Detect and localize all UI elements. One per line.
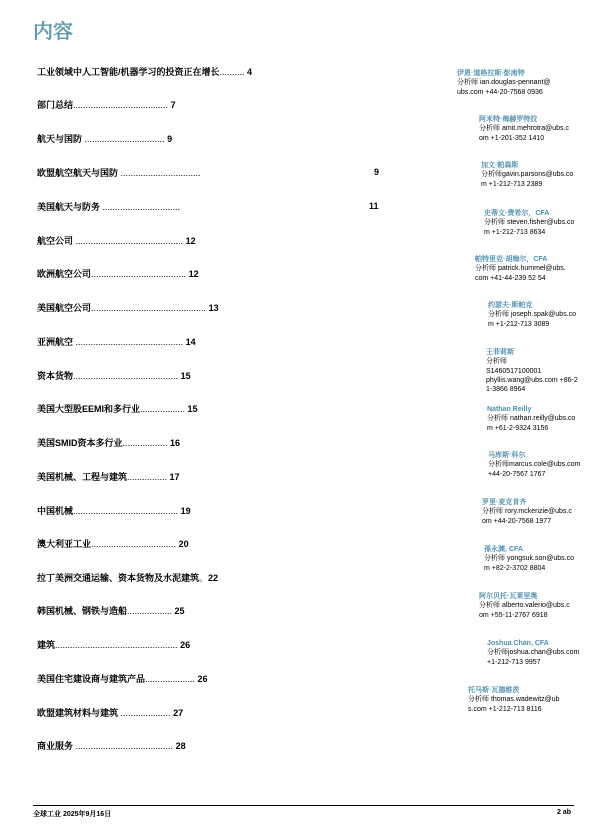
analyst-contact[interactable]: 分析师 yongsuk.son@ubs.co xyxy=(484,555,574,563)
toc-leader: .............................................. xyxy=(91,303,207,313)
toc-entry[interactable] xyxy=(37,201,180,213)
toc-entry[interactable] xyxy=(37,572,218,584)
toc-leader: ...................................... xyxy=(73,100,169,110)
footer-report-info: 全球工业 2025年9月16日 xyxy=(33,811,112,818)
toc-leader: 。 xyxy=(199,573,209,583)
analyst-card xyxy=(484,545,574,573)
analyst-name: 史蒂文·费希尔，CFA xyxy=(484,210,550,217)
analyst-name: 阿米特·梅赫罗特拉 xyxy=(479,116,538,123)
analyst-card xyxy=(488,451,580,479)
analyst-contact[interactable]: 分析师 joseph.spak@ubs.co xyxy=(488,311,577,319)
toc-page-number: 13 xyxy=(208,303,219,313)
analyst-card xyxy=(487,405,575,433)
analyst-contact[interactable]: 分析师 patrick.hummel@ubs. xyxy=(475,265,566,273)
toc-leader: .................. xyxy=(122,438,168,448)
analyst-contact[interactable]: m +61-2-9324 3156 xyxy=(487,424,549,432)
toc-entry-title: 欧洲航空公司 xyxy=(37,269,92,279)
analyst-name: 约瑟夫·斯帕克 xyxy=(488,302,533,309)
toc-entry-title: 美国航空公司 xyxy=(37,303,92,313)
toc-entry[interactable] xyxy=(37,403,198,415)
analyst-contact: S1460517100001 xyxy=(486,367,542,375)
toc-leader: .......................................... xyxy=(73,371,179,381)
analyst-contact[interactable]: om +1-201-352 1410 xyxy=(479,134,545,142)
toc-page-number: 19 xyxy=(180,506,191,516)
analyst-name: 罗里·麦克肯齐 xyxy=(482,499,527,506)
toc-entry[interactable] xyxy=(37,235,196,247)
toc-leader: ................................ xyxy=(120,168,201,178)
analyst-contact[interactable]: phyllis.wang@ubs.com +86-2 xyxy=(486,376,578,384)
analyst-contact[interactable]: 分析师 ian.douglas-pennant@ xyxy=(457,79,551,87)
analyst-contact[interactable]: +1-212-713 9957 xyxy=(487,658,541,666)
toc-entry[interactable] xyxy=(37,673,208,685)
toc-entry-title: 拉丁美洲交通运输、资本货物及水泥建筑 xyxy=(37,573,200,583)
toc-entry[interactable] xyxy=(37,336,196,348)
analyst-name: 王菲莉斯 xyxy=(486,349,514,356)
toc-entry-title: 建筑 xyxy=(37,640,56,650)
toc-page-number: 9 xyxy=(374,167,380,177)
analyst-card xyxy=(484,209,574,237)
analyst-contact[interactable]: 分析师 amit.mehrotra@ubs.c xyxy=(479,125,569,133)
toc-entry[interactable] xyxy=(37,707,183,719)
toc-entry-title: 美国SMID资本多行业 xyxy=(37,438,123,448)
analyst-name: Nathan Reilly xyxy=(487,406,532,413)
analyst-name: 阿尔贝托·瓦莱里奥 xyxy=(479,593,538,600)
analyst-card xyxy=(475,255,566,283)
analyst-card xyxy=(481,161,573,189)
analyst-contact[interactable]: om +44-20-7568 1977 xyxy=(482,517,552,525)
toc-leader: ........................................... xyxy=(75,337,184,347)
toc-entry-title: 航空公司 xyxy=(37,236,74,246)
toc-leader: .................... xyxy=(120,708,171,718)
toc-page-number: 27 xyxy=(173,708,184,718)
toc-entry[interactable] xyxy=(37,471,180,483)
toc-entry[interactable] xyxy=(37,437,180,449)
analyst-name: 加文·帕森斯 xyxy=(481,162,519,169)
toc-entry[interactable] xyxy=(37,505,191,517)
toc-page-number: 14 xyxy=(185,337,196,347)
toc-entry-title: 部门总结 xyxy=(37,100,74,110)
analyst-contact[interactable]: com +41-44-239 52 54 xyxy=(475,274,546,282)
toc-entry[interactable] xyxy=(37,99,176,111)
toc-page-number: 15 xyxy=(180,371,191,381)
toc-entry[interactable] xyxy=(37,66,252,78)
toc-leader: .......... xyxy=(219,67,245,77)
analyst-name: Joshua Chan, CFA xyxy=(487,640,549,647)
analyst-contact[interactable]: 分析师gavin.parsons@ubs.co xyxy=(481,171,574,179)
analyst-card xyxy=(479,592,570,620)
toc-page-number: 9 xyxy=(167,134,173,144)
analyst-contact[interactable]: 分析师joshua.chan@ubs.com xyxy=(487,649,580,657)
analyst-contact[interactable]: 分析师 steven.fisher@ubs.co xyxy=(484,219,575,227)
toc-page-number: 12 xyxy=(188,269,199,279)
analyst-name: 马库斯·科尔 xyxy=(488,452,526,459)
footer-divider xyxy=(33,805,574,806)
analyst-card xyxy=(486,348,578,394)
analyst-contact[interactable]: 1-3866 8964 xyxy=(486,386,526,394)
toc-page-number: 22 xyxy=(208,573,219,583)
toc-entry-title: 美国航天与防务 xyxy=(37,202,101,212)
toc-entry[interactable] xyxy=(37,370,191,382)
analyst-contact[interactable]: 分析师 alberto.valerio@ubs.c xyxy=(479,602,570,610)
analyst-card xyxy=(479,115,569,143)
analyst-card xyxy=(482,498,572,526)
toc-entry-title: 美国住宅建设商与建筑产品 xyxy=(37,674,146,684)
analyst-name: 托马斯·瓦德维茨 xyxy=(468,687,520,694)
analyst-card xyxy=(468,686,560,714)
analyst-contact: 分析师 xyxy=(486,358,507,366)
toc-entry-title: 欧盟航空航天与国防 xyxy=(37,168,119,178)
toc-page-number: 26 xyxy=(197,674,208,684)
toc-entry-title: 商业服务 xyxy=(37,741,74,751)
toc-entry[interactable] xyxy=(37,268,199,280)
page-title: 内容 xyxy=(33,21,73,43)
analyst-contact[interactable]: m +1-212-713 2389 xyxy=(481,180,543,188)
analyst-contact[interactable]: m +1-212-713 8634 xyxy=(484,228,546,236)
toc-leader: ................................ xyxy=(84,134,165,144)
toc-page-number: 11 xyxy=(369,201,379,211)
toc-leader: ........................................... xyxy=(75,236,184,246)
analyst-contact[interactable]: +44-20-7567 1767 xyxy=(488,470,546,478)
toc-page-number: 26 xyxy=(180,640,191,650)
toc-page-number: 4 xyxy=(247,67,253,77)
toc-leader: ............................... xyxy=(102,202,181,212)
toc-leader: ...................................... xyxy=(91,269,187,279)
analyst-contact[interactable]: s.com +1-212-713 8116 xyxy=(468,705,542,713)
toc-page-number: 12 xyxy=(185,236,196,246)
analyst-name: 伊恩·道格拉斯-彭南特 xyxy=(457,70,525,77)
toc-leader: .................. xyxy=(127,606,173,616)
toc-leader: .................................. xyxy=(91,539,177,549)
analyst-name: 孫永渊, CFA xyxy=(484,546,523,553)
analyst-card xyxy=(487,639,579,667)
analyst-contact[interactable]: m +82-2-3702 8804 xyxy=(484,564,546,572)
toc-page-number: 20 xyxy=(178,539,189,549)
footer-page-number: 2 ab xyxy=(557,809,572,816)
toc-entry-title: 亚洲航空 xyxy=(37,337,74,347)
toc-entry[interactable] xyxy=(37,605,185,617)
toc-leader: .................. xyxy=(140,404,186,414)
toc-entry[interactable] xyxy=(37,133,172,145)
toc-leader: .......................................... xyxy=(73,506,179,516)
toc-page-number: 28 xyxy=(175,741,186,751)
toc-leader: ................ xyxy=(127,472,168,482)
toc-entry[interactable] xyxy=(37,302,219,314)
toc-entry[interactable] xyxy=(37,538,189,550)
toc-entry-title: 美国机械、工程与建筑 xyxy=(37,472,128,482)
toc-leader: .................... xyxy=(145,674,196,684)
toc-leader: ....................................... xyxy=(75,741,174,751)
analyst-name: 帕特里克·胡梅尔，CFA xyxy=(475,256,548,263)
toc-entry-title: 工业领域中人工智能/机器学习的投资正在增长 xyxy=(37,67,220,77)
analyst-card xyxy=(488,301,576,329)
analyst-contact[interactable]: 分析师 rory.mckenzie@ubs.c xyxy=(482,508,572,516)
toc-page-number: 25 xyxy=(174,606,185,616)
toc-entry-title: 中国机械 xyxy=(37,506,74,516)
toc-entry-title: 美国大型股EEMI和多行业 xyxy=(37,404,141,414)
analyst-contact[interactable]: m +1-212-713 3089 xyxy=(488,320,550,328)
analyst-card xyxy=(457,69,551,97)
toc-entry-title: 澳大利亚工业 xyxy=(37,539,92,549)
analyst-contact[interactable]: 分析师marcus.cole@ubs.com xyxy=(488,461,581,469)
toc-entry[interactable] xyxy=(37,740,186,752)
toc-page-number: 15 xyxy=(187,404,198,414)
analyst-contact[interactable]: 分析师 thomas.wadewitz@ub xyxy=(468,696,560,704)
toc-entry-title: 资本货物 xyxy=(37,371,74,381)
analyst-contact[interactable]: ubs.com +44-20-7568 0936 xyxy=(457,88,543,96)
toc-leader: ................................................. xyxy=(55,640,178,650)
toc-page-number: 17 xyxy=(169,472,180,482)
toc-entry[interactable] xyxy=(37,639,190,651)
toc-entry-title: 韩国机械、钢铁与造船 xyxy=(37,606,128,616)
toc-page-number: 7 xyxy=(170,100,176,110)
toc-entry-title: 航天与国防 xyxy=(37,134,83,144)
toc-entry-title: 欧盟建筑材料与建筑 xyxy=(37,708,119,718)
toc-page-number: 16 xyxy=(170,438,181,448)
analyst-contact[interactable]: om +55-11-2767 6918 xyxy=(479,611,548,619)
analyst-contact[interactable]: 分析师 nathan.reilly@ubs.co xyxy=(487,415,576,423)
toc-entry[interactable] xyxy=(37,167,201,179)
